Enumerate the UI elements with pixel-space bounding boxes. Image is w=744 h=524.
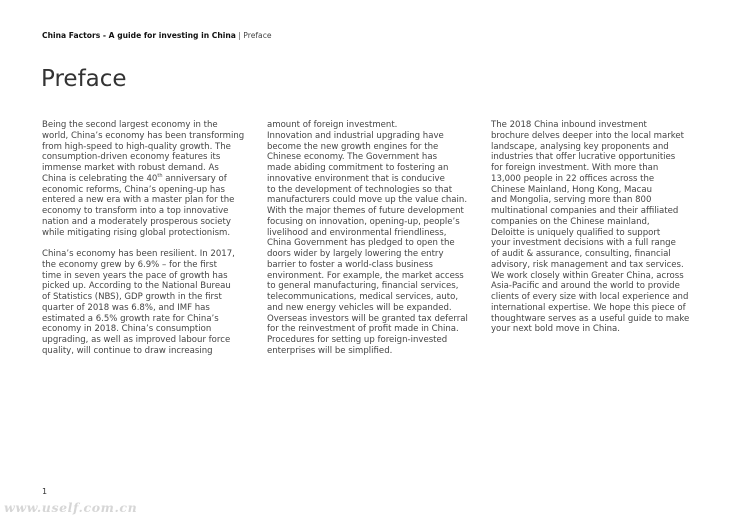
text-line: barrier to foster a world-class business	[267, 259, 433, 270]
text-line: The 2018 China inbound investment	[491, 120, 647, 130]
watermark: www.uself.com.cn	[4, 500, 138, 515]
text-line: for foreign investment. With more than	[491, 163, 659, 173]
page-title: Preface	[41, 66, 127, 92]
text-line: your next bold move in China.	[491, 324, 620, 335]
text-line: clients of every size with local experience and	[491, 292, 689, 302]
text-line: China Government has pledged to open the	[267, 238, 455, 249]
text-line: livelihood and environmental friendliness,	[267, 227, 447, 238]
text-line: doors wider by largely lowering the entry	[267, 249, 444, 259]
text-line: of Statistics (NBS), GDP growth in the first	[42, 292, 222, 302]
text-line: your investment decisions with a full range	[491, 238, 676, 249]
text-fragment: anniversary of	[162, 173, 227, 184]
running-header	[42, 31, 272, 41]
text-line: world, China’s economy has been transforming	[42, 130, 245, 141]
text-line: for the reinvestment of profit made in China.	[267, 324, 459, 335]
text-line: Procedures for setting up foreign-invested	[267, 335, 448, 345]
text-line: and Mongolia, serving more than 800	[491, 195, 652, 206]
text-line: picked up. According to the National Bureau	[42, 281, 231, 292]
text-line: innovative environment that is conducive	[267, 173, 445, 184]
text-line: upgrading, as well as improved labour force	[42, 335, 231, 345]
text-line: of audit & assurance, consulting, financial	[491, 249, 671, 259]
superscript: th	[157, 172, 163, 179]
header-section: Preface	[243, 31, 272, 40]
text-line: immense market with robust demand. As	[42, 163, 219, 173]
text-line: Innovation and industrial upgrading have	[267, 130, 444, 141]
text-line: advisory, risk management and tax services.	[491, 259, 684, 270]
text-line: estimated a 6.5% growth rate for China’s	[42, 313, 219, 324]
text-line: manufacturers could move up the value chain.	[267, 195, 468, 206]
text-line: entered a new era with a master plan for the	[42, 195, 235, 206]
text-line: economy to transform into a top innovative	[42, 206, 229, 216]
text-line: With the major themes of future development	[267, 206, 464, 216]
text-line: nation and a moderately prosperous society	[42, 216, 231, 227]
text-line: China’s economy has been resilient. In 2017,	[42, 249, 235, 259]
text-line: Chinese economy. The Government has	[267, 152, 438, 163]
text-line: become the new growth engines for the	[267, 141, 439, 152]
text-line: Overseas investors will be granted tax deferral	[267, 313, 468, 324]
text-line: quarter of 2018 was 6.8%, and IMF has	[42, 302, 210, 313]
text-fragment: China is celebrating the 40	[42, 173, 158, 184]
text-line: and new energy vehicles will be expanded.	[267, 302, 452, 313]
text-line: thoughtware serves as a useful guide to make	[491, 313, 690, 324]
text-line: landscape, analysing key proponents and	[491, 141, 669, 152]
header-brand: China Factors - A guide for investing in China	[42, 31, 236, 40]
text-line: Asia-Pacific and around the world to provide	[491, 281, 680, 292]
text-line-with-superscript	[42, 174, 258, 185]
text-column-1	[42, 120, 258, 357]
text-line: 13,000 people in 22 offices across the	[491, 173, 655, 184]
text-line: to the development of technologies so that	[267, 184, 453, 195]
text-line: We work closely within Greater China, across	[491, 270, 684, 281]
text-line: time in seven years the pace of growth has	[42, 270, 228, 281]
text-line: companies on the Chinese mainland,	[491, 216, 650, 227]
text-line: made abiding commitment to fostering an	[267, 163, 449, 173]
text-line: Deloitte is uniquely qualified to support	[491, 227, 661, 238]
text-line: Chinese Mainland, Hong Kong, Macau	[491, 184, 653, 195]
text-line: amount of foreign investment.	[267, 120, 398, 130]
page-number: 1	[42, 487, 48, 496]
text-line: to general manufacturing, financial services,	[267, 281, 459, 292]
text-line: international expertise. We hope this piece of	[491, 302, 686, 313]
text-line: environment. For example, the market access	[267, 270, 464, 281]
text-line: while mitigating rising global protectionism.	[42, 227, 231, 238]
text-column-2	[267, 120, 481, 357]
text-line: industries that offer lucrative opportunities	[491, 152, 676, 163]
text-line: from high-speed to high-quality growth. The	[42, 141, 231, 152]
text-line: consumption-driven economy features its	[42, 152, 221, 163]
text-line: quality, will continue to draw increasing	[42, 345, 213, 356]
text-line: economic reforms, China’s opening-up has	[42, 184, 225, 195]
text-line: enterprises will be simplified.	[267, 345, 393, 356]
text-line: the economy grew by 6.9% – for the first	[42, 259, 217, 270]
paragraph-gap	[42, 238, 258, 249]
header-separator: |	[235, 31, 244, 40]
text-line: brochure delves deeper into the local market	[491, 130, 685, 141]
text-column-3	[491, 120, 707, 335]
text-line: Being the second largest economy in the	[42, 120, 218, 130]
text-line: telecommunications, medical services, auto,	[267, 292, 459, 302]
text-line: focusing on innovation, opening-up, people’s	[267, 216, 460, 227]
text-line: multinational companies and their affiliated	[491, 206, 679, 216]
text-line: economy in 2018. China’s consumption	[42, 324, 212, 335]
